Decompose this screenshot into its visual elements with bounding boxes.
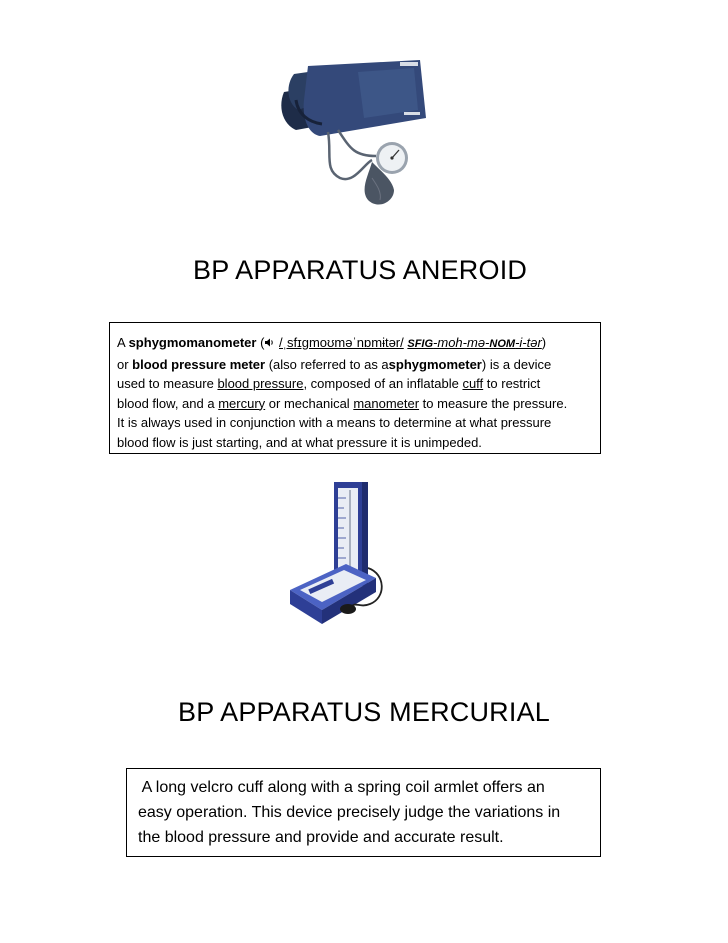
aneroid-description-box bbox=[109, 322, 601, 454]
desc-line-3: the blood pressure and provide and accurate result. bbox=[138, 829, 504, 846]
desc-line-2 bbox=[117, 355, 594, 375]
aneroid-sphygmomanometer-icon bbox=[268, 44, 436, 220]
term-sphygmometer: sphygmometer bbox=[388, 356, 482, 372]
text-fragment: A bbox=[117, 335, 129, 350]
ipa-pronunciation-link[interactable]: /ˌsfɪɡmoʊməˈnɒmɨtər/ bbox=[279, 335, 404, 350]
link-mercury[interactable]: mercury bbox=[218, 395, 266, 411]
text-fragment: ) bbox=[541, 335, 547, 350]
mercury-sphygmomanometer-icon bbox=[286, 478, 392, 630]
respell-iter: -i-tər bbox=[515, 335, 542, 350]
term-blood-pressure-meter: blood pressure meter bbox=[132, 356, 266, 372]
text-fragment: or mechanical bbox=[265, 395, 354, 411]
desc-line-2: easy operation. This device precisely judge the variations in bbox=[138, 804, 561, 821]
link-blood-pressure[interactable]: blood pressure bbox=[217, 376, 304, 391]
desc-line-3 bbox=[117, 374, 594, 394]
term-sphygmomanometer: sphygmomanometer bbox=[128, 335, 257, 350]
desc-line-1: A long velcro cuff along with a spring coil armlet offers an bbox=[138, 779, 545, 796]
text-fragment: to restrict bbox=[483, 376, 541, 391]
desc-line-5: It is always used in conjunction with a means to determine at what pressure bbox=[117, 415, 552, 430]
text-fragment: ) is a device bbox=[481, 356, 552, 372]
aneroid-sphygmomanometer-image bbox=[268, 44, 436, 220]
text-fragment: to measure the pressure. bbox=[419, 395, 568, 411]
respell-sfig: SFIG bbox=[407, 338, 434, 350]
text-fragment: ( bbox=[256, 335, 265, 350]
heading-aneroid: BP APPARATUS ANEROID bbox=[193, 255, 528, 285]
text-fragment: blood flow, and a bbox=[117, 395, 219, 411]
respell-moh: -moh-mə- bbox=[433, 335, 490, 350]
heading-mercurial: BP APPARATUS MERCURIAL bbox=[178, 697, 550, 727]
text-fragment: , composed of an inflatable bbox=[303, 376, 463, 391]
desc-line-6: blood flow is just starting, and at what pressure it is unimpeded. bbox=[117, 434, 482, 450]
respell-nom: NOM bbox=[489, 338, 516, 350]
desc-line-1 bbox=[117, 333, 594, 355]
desc-line-4 bbox=[117, 394, 594, 414]
text-fragment: or bbox=[117, 356, 133, 372]
mercurial-description-box bbox=[126, 768, 601, 857]
link-cuff[interactable]: cuff bbox=[462, 376, 484, 391]
text-fragment: (also referred to as a bbox=[265, 356, 389, 372]
speaker-icon[interactable] bbox=[264, 334, 275, 345]
link-manometer[interactable]: manometer bbox=[353, 395, 420, 411]
mercury-sphygmomanometer-image bbox=[286, 478, 392, 630]
text-fragment: used to measure bbox=[117, 376, 218, 391]
